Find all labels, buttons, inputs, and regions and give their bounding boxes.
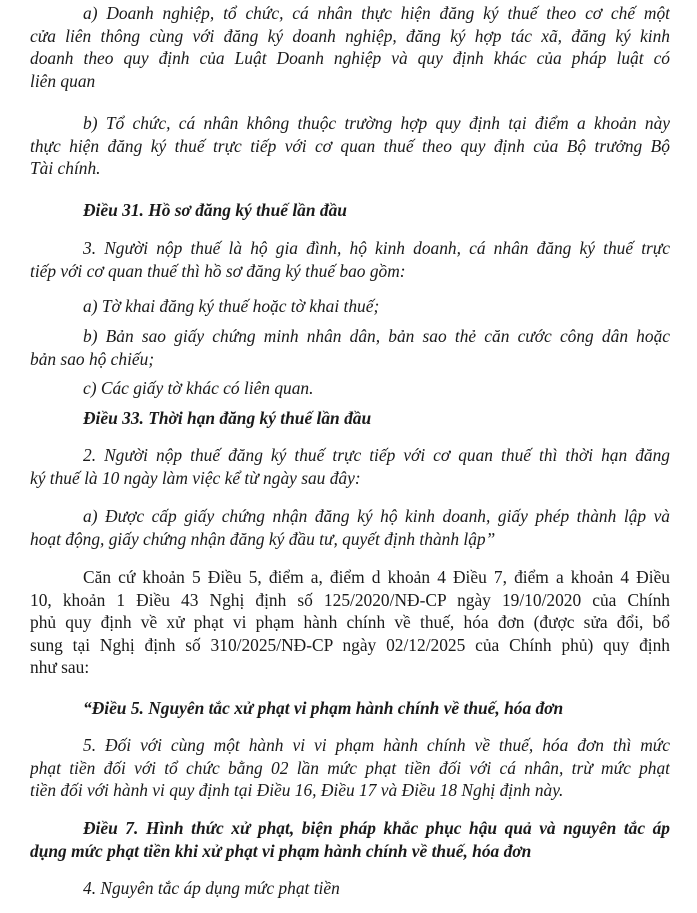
text-line: Tài chính.: [30, 158, 101, 179]
text-line: b) Bản sao giấy chứng minh nhân dân, bản sao thẻ căn cước công dân hoặc: [83, 326, 670, 346]
decree-article-7-heading: [30, 817, 670, 862]
text-line: tiếp với cơ quan thuế thì hồ sơ đăng ký thuế bao gồm:: [30, 260, 406, 281]
heading-line: Điều 7. Hình thức xử phạt, biện pháp khắc phục hậu quả và nguyên tắc áp: [83, 818, 670, 838]
text-line: 3. Người nộp thuế là hộ gia đình, hộ kinh doanh, cá nhân đăng ký thuế trực: [83, 238, 670, 258]
text-line: thực hiện đăng ký thuế trực tiếp với cơ quan thuế theo quy định của Bộ trưởng Bộ: [30, 135, 670, 156]
text-line: phủ quy định về xử phạt vi phạm hành chính về thuế, hóa đơn (được sửa đổi, bổ: [30, 612, 670, 633]
text-line: cửa liên thông cùng với đăng ký doanh nghiệp, đăng ký hợp tác xã, đăng ký kinh: [30, 25, 670, 46]
paragraph-article31-point-c: [30, 377, 670, 400]
paragraph-article30-point-b: [30, 112, 670, 180]
article-33-heading: [30, 407, 670, 430]
text-line: 4. Nguyên tắc áp dụng mức phạt tiền: [83, 878, 340, 898]
paragraph-article30-point-a: [30, 2, 670, 92]
heading-line: Điều 33. Thời hạn đăng ký thuế lần đầu: [83, 408, 372, 428]
text-line: a) Tờ khai đăng ký thuế hoặc tờ khai thuế;: [83, 296, 380, 316]
text-line: 2. Người nộp thuế đăng ký thuế trực tiếp với cơ quan thuế thì thời hạn đăng: [83, 445, 670, 465]
text-line: c) Các giấy tờ khác có liên quan.: [83, 378, 314, 398]
paragraph-article33-clause2: [30, 444, 670, 489]
text-line: a) Doanh nghiệp, tổ chức, cá nhân thực hiện đăng ký thuế theo cơ chế một: [83, 3, 670, 23]
text-line: như sau:: [30, 657, 90, 678]
paragraph-article31-point-b: [30, 325, 670, 370]
text-line: Căn cứ khoản 5 Điều 5, điểm a, điểm d khoản 4 Điều 7, điểm a khoản 4 Điều: [83, 567, 670, 587]
text-line: sung tại Nghị định số 310/2025/NĐ-CP ngày 02/12/2025 của Chính phủ) quy định: [30, 634, 670, 655]
paragraph-article31-point-a: [30, 295, 670, 318]
text-line: phạt tiền đối với tổ chức bằng 02 lần mức phạt tiền đối với cá nhân, trừ mức phạt: [30, 757, 670, 778]
text-line: tiền đối với hành vi quy định tại Điều 16, Điều 17 và Điều 18 Nghị định này.: [30, 780, 564, 801]
heading-line: “Điều 5. Nguyên tắc xử phạt vi phạm hành chính về thuế, hóa đơn: [83, 698, 564, 718]
text-line: ký thuế là 10 ngày làm việc kể từ ngày sau đây:: [30, 467, 361, 488]
text-line: doanh theo quy định của Luật Doanh nghiệp và quy định khác của pháp luật có: [30, 48, 670, 69]
paragraph-decree-article7-clause4: [30, 877, 670, 900]
paragraph-decree-article5-clause5: [30, 734, 670, 802]
text-line: 5. Đối với cùng một hành vi vi phạm hành chính về thuế, hóa đơn thì mức: [83, 735, 670, 755]
paragraph-legal-basis: [30, 566, 670, 679]
paragraph-article31-clause3: [30, 237, 670, 282]
paragraph-article33-point-a: [30, 505, 670, 550]
heading-line: Điều 31. Hồ sơ đăng ký thuế lần đầu: [83, 200, 347, 220]
text-line: hoạt động, giấy chứng nhận đăng ký đầu tư, quyết định thành lập”: [30, 528, 496, 549]
text-line: bản sao hộ chiếu;: [30, 348, 155, 369]
text-line: b) Tổ chức, cá nhân không thuộc trường hợp quy định tại điểm a khoản này: [83, 113, 670, 133]
text-line: liên quan: [30, 70, 96, 91]
article-31-heading: [30, 199, 670, 222]
text-line: a) Được cấp giấy chứng nhận đăng ký hộ kinh doanh, giấy phép thành lập và: [83, 506, 670, 526]
text-line: 10, khoản 1 Điều 43 Nghị định số 125/2020/NĐ-CP ngày 19/10/2020 của Chính: [30, 589, 670, 610]
heading-line: dụng mức phạt tiền khi xử phạt vi phạm hành chính về thuế, hóa đơn: [30, 840, 532, 861]
decree-article-5-heading: [30, 697, 670, 720]
